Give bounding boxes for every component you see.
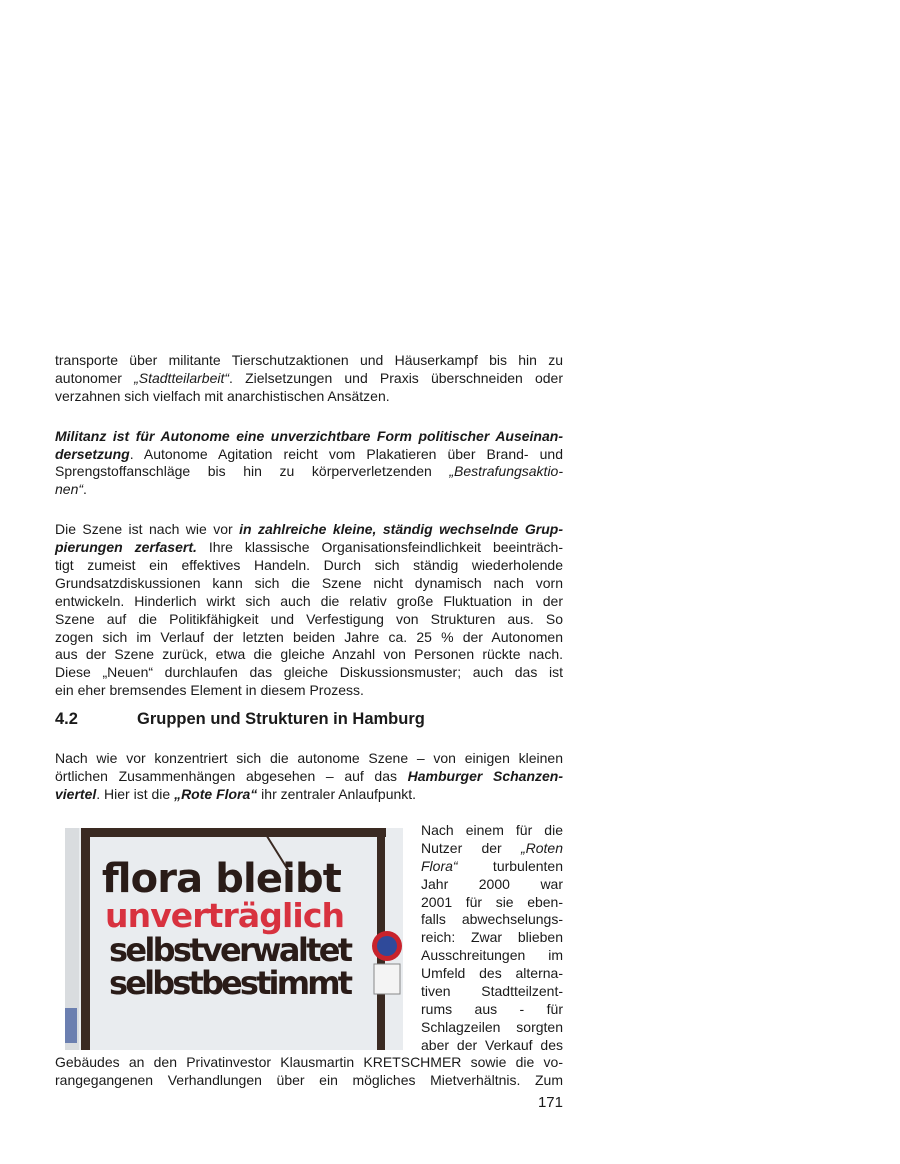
text-line [55, 370, 563, 388]
text-line [55, 463, 563, 481]
text-segment: tiven Stadtteilzent- [421, 983, 563, 1000]
text-segment: falls abwechselungs- [421, 911, 563, 928]
text-segment: pierungen zerfasert. [55, 539, 197, 556]
text-line [55, 1054, 563, 1072]
text-line [55, 682, 563, 700]
text-segment: Nach wie vor konzentriert sich die autonome Szene – von einigen kleinen [55, 750, 563, 766]
text-line [55, 629, 563, 647]
text-segment: rangegangenen Verhandlungen über ein mögliches Mietverhältnis. Zum [55, 1071, 563, 1088]
text-segment: . [83, 481, 87, 498]
text-segment: tigt zumeist ein effektives Handeln. Durch sich ständig wiederholende [55, 557, 563, 574]
text-line [55, 539, 563, 557]
text-segment: „Roten [520, 839, 563, 856]
text-segment: verzahnen sich vielfach mit anarchistischen Ansätzen. [55, 387, 390, 404]
section-number: 4.2 [55, 710, 78, 728]
text-segment: Flora“ [421, 857, 458, 874]
text-segment: entwickeln. Hinderlich wirkt sich auch die relativ große Fluktuation in der [55, 592, 563, 609]
text-segment: nen“ [55, 481, 84, 498]
text-line [55, 664, 563, 682]
sign-line-3: selbstverwaltet [109, 931, 353, 969]
text-segment: „Bestrafungsaktio- [449, 463, 563, 480]
text-segment: rums aus - für [421, 1000, 563, 1017]
text-segment: dersetzung [55, 445, 130, 462]
text-segment: ein eher bremsendes Element in diesem Prozess. [55, 682, 364, 699]
body-text-top [55, 352, 563, 700]
text-line [421, 822, 563, 840]
text-line [55, 428, 563, 446]
text-segment: „Rote Flora“ [174, 785, 258, 802]
text-line [55, 593, 563, 611]
text-line [421, 911, 563, 929]
paragraph [55, 352, 563, 406]
text-line [421, 929, 563, 947]
text-segment: viertel [55, 785, 97, 802]
paragraph [55, 521, 563, 700]
text-segment: Schlagzeilen sorgten [421, 1018, 563, 1035]
text-line [421, 1037, 563, 1055]
text-line [55, 388, 563, 406]
text-segment: zogen sich im Verlauf der letzten beiden Jahre ca. 25 % der Autonomen [55, 628, 563, 645]
text-segment: Szene auf die Politikfähigkeit und Verfestigung von Strukturen aus. So [55, 610, 563, 627]
text-segment: autonomer [55, 369, 135, 386]
text-segment: „Stadtteilarbeit“ [134, 369, 230, 386]
text-line [55, 768, 563, 786]
page-number: 171 [537, 1094, 563, 1111]
text-segment: Ausschreitungen im [421, 947, 563, 964]
text-line [55, 1072, 563, 1090]
text-line [55, 352, 563, 370]
text-segment: in zahlreiche kleine, ständig wechselnde Grup- [239, 521, 563, 538]
text-segment: örtlichen Zusammenhängen abgesehen – auf das [55, 767, 408, 784]
text-segment: Nutzer der [421, 839, 521, 856]
text-segment: . Hier ist die [96, 785, 175, 802]
text-line [421, 876, 563, 894]
text-line [55, 481, 563, 499]
text-segment: Jahr 2000 war [421, 875, 563, 892]
sign-line-4: selbstbestimmt [109, 964, 353, 1002]
section-heading [55, 710, 425, 729]
section-title: Gruppen und Strukturen in Hamburg [137, 710, 425, 728]
rote-flora-banner-photo [65, 828, 403, 1050]
text-line [421, 894, 563, 912]
sign-line-2: unverträglich [105, 896, 345, 935]
text-line [55, 446, 563, 464]
text-segment: Die Szene ist nach wie vor [55, 521, 240, 538]
text-line [55, 646, 563, 664]
text-segment: aber der Verkauf des [421, 1036, 563, 1053]
text-segment: Militanz ist für Autonome eine unverzichtbare Form politischer Auseinan- [55, 427, 563, 444]
text-line [421, 947, 563, 965]
intro-paragraph [55, 750, 563, 804]
text-segment: aus der Szene zurück, etwa die gleiche Anzahl von Personen rückte nach. [55, 646, 563, 663]
text-segment: Umfeld des alterna- [421, 965, 563, 982]
text-line [55, 575, 563, 593]
text-segment: transporte über militante Tierschutzaktionen und Häuserkampf bis hin zu [55, 352, 563, 368]
text-segment: turbulenten [457, 857, 563, 874]
text-segment: Diese „Neuen“ durchlaufen das gleiche Diskussionsmuster; auch das ist [55, 664, 563, 681]
text-line [55, 557, 563, 575]
text-line [421, 858, 563, 876]
text-line [421, 840, 563, 858]
text-segment: Sprengstoffanschläge bis hin zu körperverletzenden [55, 463, 450, 480]
paragraph [55, 428, 563, 500]
sign-line-1: flora bleibt [101, 856, 342, 902]
text-segment: Hamburger Schanzen- [407, 767, 563, 784]
text-line [421, 1019, 563, 1037]
text-line [421, 965, 563, 983]
text-segment: reich: Zwar blieben [421, 929, 563, 946]
text-line [55, 521, 563, 539]
text-segment: . Autonome Agitation reicht vom Plakatieren über Brand- und [129, 445, 563, 462]
text-segment: 2001 für sie eben- [421, 893, 563, 910]
text-segment: Ihre klassische Organisationsfeindlichkeit beeinträch- [196, 539, 563, 556]
text-segment: . Zielsetzungen und Praxis überschneiden oder [229, 369, 563, 386]
text-line [421, 983, 563, 1001]
text-segment: Gebäudes an den Privatinvestor Klausmartin KRETSCHMER sowie die vo- [55, 1054, 563, 1070]
text-line [55, 750, 563, 768]
side-column-text [421, 822, 563, 1055]
text-segment: ihr zentraler Anlaufpunkt. [257, 785, 417, 802]
after-image-text [55, 1054, 563, 1090]
text-line [55, 611, 563, 629]
text-line [55, 786, 563, 804]
text-line [421, 1001, 563, 1019]
text-segment: Grundsatzdiskussionen kann sich die Szene nicht dynamisch nach vorn [55, 574, 563, 591]
text-segment: Nach einem für die [421, 822, 563, 838]
